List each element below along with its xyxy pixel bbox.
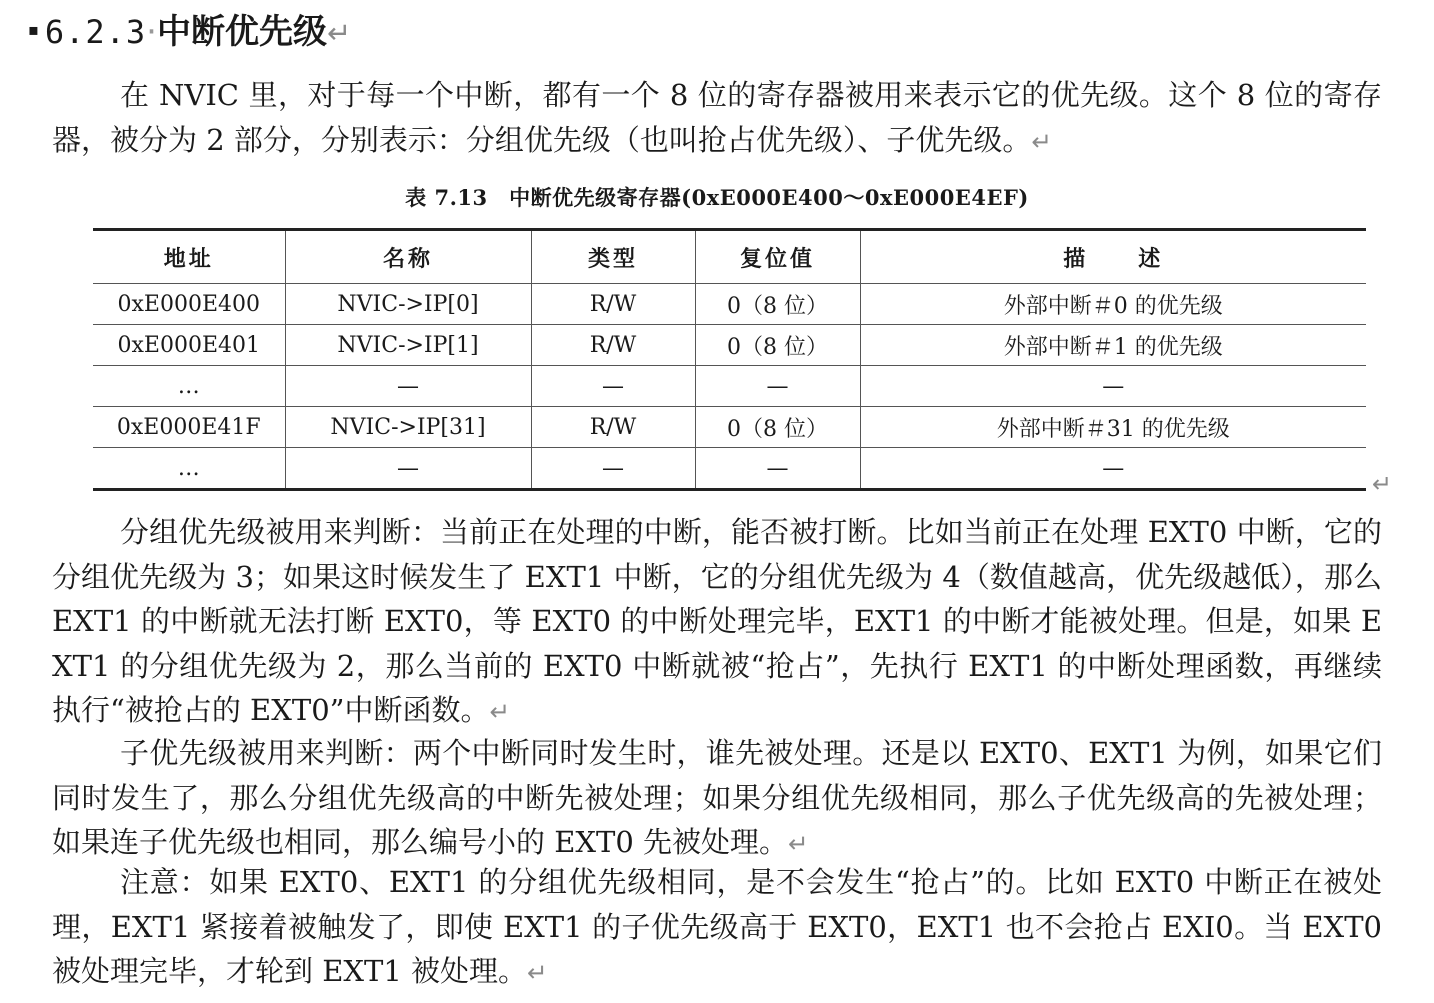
- cell-description: 外部中断＃0 的优先级: [860, 284, 1366, 325]
- heading-bullet: ▪: [28, 20, 39, 39]
- intro-paragraph: [52, 73, 1382, 164]
- cell-address: …: [93, 448, 285, 490]
- cell-description: 外部中断＃1 的优先级: [860, 325, 1366, 366]
- cell-description: 外部中断＃31 的优先级: [860, 407, 1366, 448]
- section-heading: ▪ 6.2.3·中断优先级↵: [28, 12, 352, 52]
- subpriority-text: 子优先级被用来判断：两个中断同时发生时，谁先被处理。还是以 EXT0、EXT1 为例，如果它们同时发生了，那么分组优先级高的中断先被处理；如果分组优先级相同，那么子优先级高的先被处理；如果连子优先级也相同，那么编号小的 EXT0 先被处理。: [52, 736, 1382, 859]
- cell-type: R/W: [531, 325, 695, 366]
- paragraph-mark: ↵: [326, 16, 352, 50]
- note-text: 注意：如果 EXT0、EXT1 的分组优先级相同，是不会发生“抢占”的。比如 EXT0 中断正在被处理，EXT1 紧接着被触发了，即使 EXT1 的子优先级高于 EXT0，EXT1 也不会抢占 EXI0。当 EXT0 被处理完毕，才轮到 EXT1 被处理。: [52, 865, 1382, 988]
- cell-address: 0xE000E400: [93, 284, 285, 325]
- cell-name: NVIC->IP[31]: [285, 407, 531, 448]
- cell-address: …: [93, 366, 285, 407]
- paragraph-mark: ↵: [489, 697, 511, 726]
- header-type: 类型: [531, 230, 695, 284]
- note-paragraph: [52, 860, 1382, 996]
- cell-name: NVIC->IP[1]: [285, 325, 531, 366]
- paragraph-mark: ↵: [1372, 470, 1393, 498]
- table-row: [93, 407, 1366, 448]
- cell-type: —: [531, 448, 695, 490]
- header-address: 地址: [93, 230, 285, 284]
- intro-text: 在 NVIC 里，对于每一个中断，都有一个 8 位的寄存器被用来表示它的优先级。这个 8 位的寄存器，被分为 2 部分，分别表示：分组优先级（也叫抢占优先级）、子优先级。: [52, 78, 1382, 157]
- cell-reset-value: 0（8 位）: [695, 325, 860, 366]
- cell-name: —: [285, 366, 531, 407]
- paragraph-mark: ↵: [527, 958, 548, 987]
- section-number: 6.2.3: [44, 13, 147, 51]
- cell-description: —: [860, 448, 1366, 490]
- cell-address: 0xE000E401: [93, 325, 285, 366]
- paragraph-mark: ↵: [788, 829, 809, 858]
- cell-reset-value: 0（8 位）: [695, 407, 860, 448]
- header-description: 描 述: [860, 230, 1366, 284]
- table-header-row: [93, 230, 1366, 284]
- table-row: [93, 325, 1366, 366]
- cell-reset-value: —: [695, 366, 860, 407]
- header-name: 名称: [285, 230, 531, 284]
- cell-name: —: [285, 448, 531, 490]
- cell-type: R/W: [531, 284, 695, 325]
- header-reset-value: 复位值: [695, 230, 860, 284]
- cell-type: R/W: [531, 407, 695, 448]
- table-row: [93, 448, 1366, 490]
- preemption-text: 分组优先级被用来判断：当前正在处理的中断，能否被打断。比如当前正在处理 EXT0 中断，它的分组优先级为 3；如果这时候发生了 EXT1 中断，它的分组优先级为 4（数值越高，优先级越低），那么 EXT1 的中断就无法打断 EXT0，等 EXT0 的中断处理完毕，EXT1 的中断才能被处理。但是，如果 EXT1 的分组优先级为 2，那么当前的 EXT0 中断就被“抢占”，先执行 EXT1 的中断处理函数，再继续执行“被抢占的 EXT0”中断函数。: [52, 515, 1382, 727]
- cell-name: NVIC->IP[0]: [285, 284, 531, 325]
- table-row: [93, 284, 1366, 325]
- subpriority-paragraph: [52, 731, 1382, 867]
- table-row: [93, 366, 1366, 407]
- cell-reset-value: —: [695, 448, 860, 490]
- preemption-paragraph: [52, 510, 1382, 735]
- priority-register-table: [93, 228, 1366, 491]
- cell-reset-value: 0（8 位）: [695, 284, 860, 325]
- cell-description: —: [860, 366, 1366, 407]
- cell-address: 0xE000E41F: [93, 407, 285, 448]
- paragraph-mark: ↵: [1031, 126, 1053, 156]
- section-title: 中断优先级: [156, 12, 327, 52]
- cell-type: —: [531, 366, 695, 407]
- table-caption: 表 7.13 中断优先级寄存器(0xE000E400～0xE000E4EF): [405, 185, 1029, 210]
